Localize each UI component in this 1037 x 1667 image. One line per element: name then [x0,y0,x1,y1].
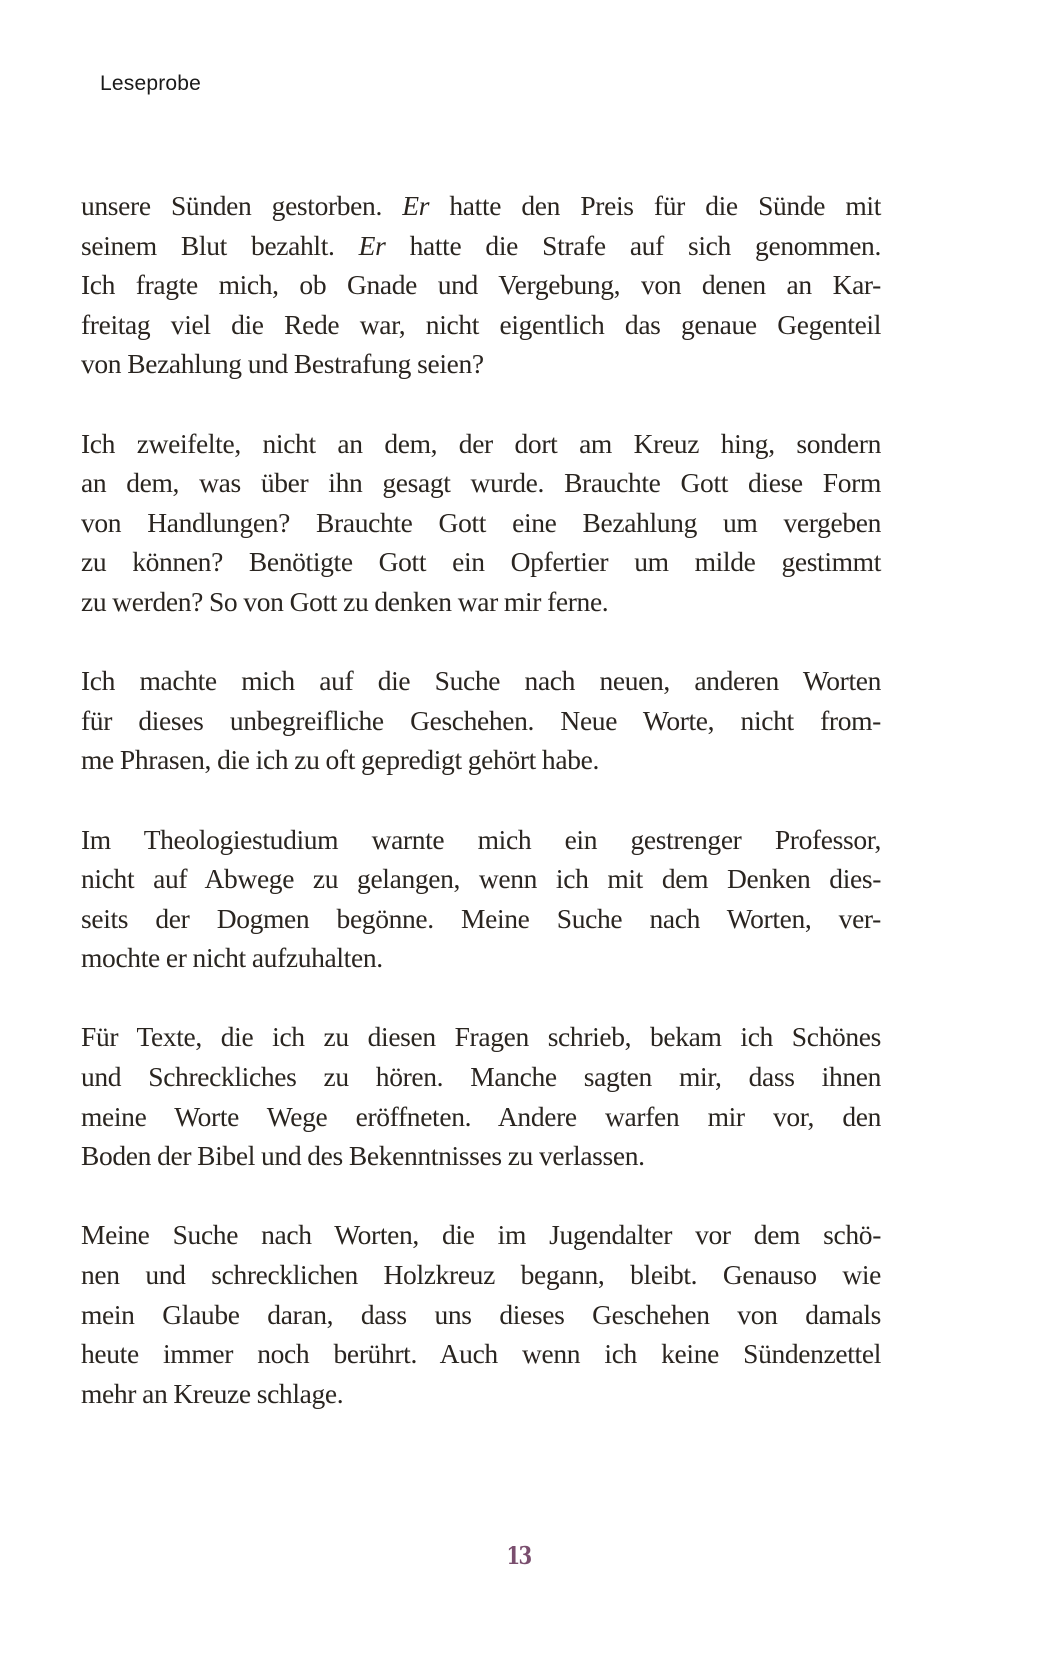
text-segment: heute immer noch berührt. Auch wenn ich keine Sündenzettel [81,1338,881,1370]
text-segment: mochte er nicht aufzuhalten. [81,942,383,974]
text-segment: mein Glaube daran, dass uns dieses Geschehen von damals [81,1298,881,1330]
text-segment: zu werden? So von Gott zu denken war mir ferne. [81,585,609,617]
text-line [81,1334,881,1374]
text-line [81,899,881,939]
text-segment: Ich machte mich auf die Suche nach neuen, anderen Worten [81,665,881,697]
text-line [81,503,881,543]
text-line [81,582,881,622]
text-line [81,938,881,978]
paragraph [81,1017,881,1175]
text-line [81,1057,881,1097]
text-segment: an dem, was über ihn gesagt wurde. Brauchte Gott diese Form [81,467,881,499]
text-segment: seits der Dogmen begönne. Meine Suche nach Worten, ver- [81,902,881,934]
paragraph [81,820,881,978]
paragraph [81,186,881,384]
paragraph [81,424,881,622]
text-line [81,661,881,701]
text-segment: meine Worte Wege eröffneten. Andere warfen mir vor, den [81,1100,881,1132]
text-line [81,542,881,582]
text-segment: Ich fragte mich, ob Gnade und Vergebung, von denen an Kar- [81,269,881,301]
text-line [81,820,881,860]
emphasized-text: Er [358,229,386,261]
text-line [81,1215,881,1255]
paragraph [81,661,881,780]
text-line [81,1374,881,1414]
text-segment: und Schreckliches zu hören. Manche sagten mir, dass ihnen [81,1061,881,1093]
text-segment: unsere Sünden gestorben. [81,190,403,221]
text-segment: nicht auf Abwege zu gelangen, wenn ich mit dem Denken dies- [81,863,881,895]
text-line [81,424,881,464]
text-segment: me Phrasen, die ich zu oft gepredigt gehört habe. [81,744,599,776]
text-segment: Ich zweifelte, nicht an dem, der dort am Kreuz hing, sondern [81,427,881,459]
text-segment: Für Texte, die ich zu diesen Fragen schrieb, bekam ich Schönes [81,1021,881,1053]
text-segment: Boden der Bibel und des Bekenntnisses zu verlassen. [81,1140,645,1172]
emphasized-text: Er [402,190,430,221]
text-segment: freitag viel die Rede war, nicht eigentlich das genaue Gegenteil [81,308,881,340]
text-segment: zu können? Benötigte Gott ein Opfertier um milde gestimmt [81,546,881,578]
text-line [81,1136,881,1176]
text-line [81,344,881,384]
text-line [81,265,881,305]
text-segment: von Handlungen? Brauchte Gott eine Bezahlung um vergeben [81,506,881,538]
running-header: Leseprobe [100,72,202,95]
text-line [81,740,881,780]
text-line [81,305,881,345]
text-segment: nen und schrecklichen Holzkreuz begann, bleibt. Genauso wie [81,1259,881,1291]
text-line [81,701,881,741]
text-segment: hatte die Strafe auf sich genommen. [385,229,881,261]
text-line [81,1097,881,1137]
text-line [81,226,881,266]
body-text [81,186,881,1453]
text-segment: von Bezahlung und Bestrafung seien? [81,348,484,380]
text-segment: hatte den Preis für die Sünde mit [429,190,881,221]
text-line [81,1017,881,1057]
text-line [81,1295,881,1335]
paragraph [81,1215,881,1413]
text-segment: für dieses unbegreifliche Geschehen. Neue Worte, nicht from- [81,704,881,736]
text-line [81,1255,881,1295]
text-segment: Meine Suche nach Worten, die im Jugendalter vor dem schö- [81,1219,881,1251]
page-number: 13 [506,1541,531,1570]
text-line [81,463,881,503]
text-segment: Im Theologiestudium warnte mich ein gestrenger Professor, [81,823,881,855]
text-line [81,186,881,226]
text-line [81,859,881,899]
text-segment: seinem Blut bezahlt. [81,229,359,261]
text-segment: mehr an Kreuze schlage. [81,1377,344,1409]
